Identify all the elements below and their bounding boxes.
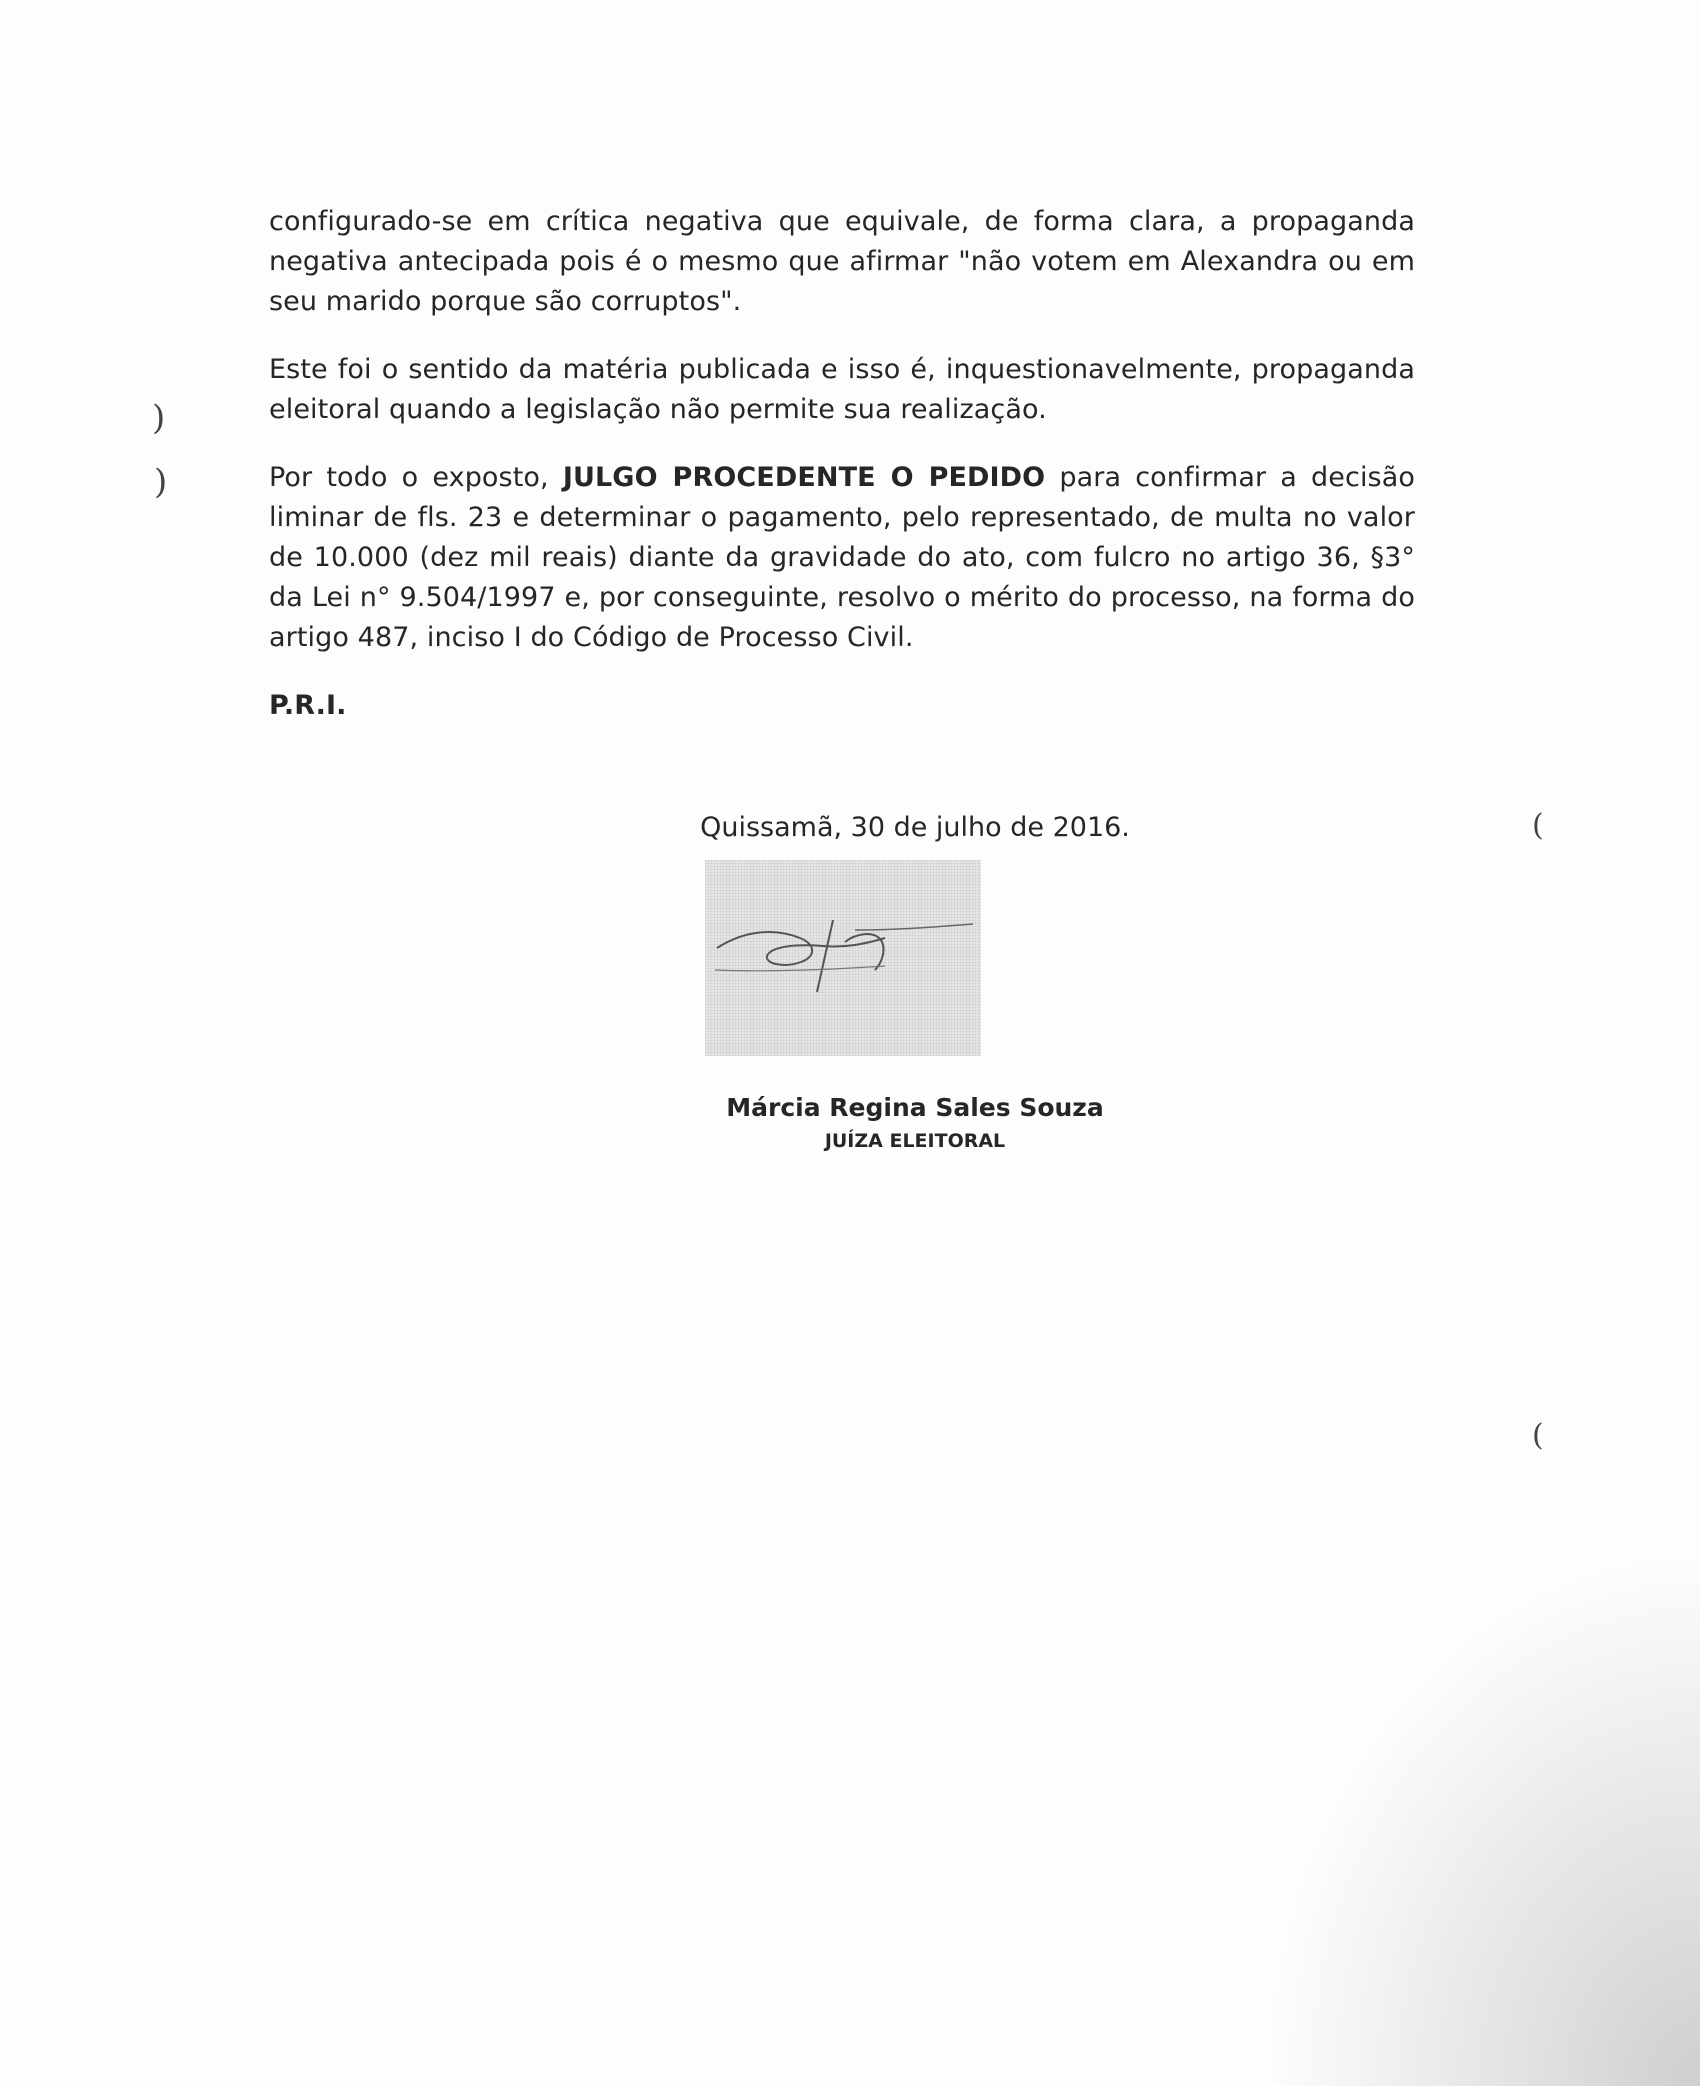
left-margin-mark: ): [154, 462, 168, 502]
right-margin-mark: (: [1532, 808, 1544, 843]
ruling-text: JULGO PROCEDENTE O PEDIDO: [562, 462, 1046, 493]
document-body: [269, 202, 1415, 754]
place-date: Quissamã, 30 de julho de 2016.: [700, 812, 1130, 843]
signature-scribble: [705, 860, 981, 1056]
left-margin-mark: ): [152, 398, 166, 438]
right-margin-mark: (: [1532, 1418, 1544, 1453]
paragraph-3-after: para confirmar a decisão liminar de fls. 23 e determinar o pagamento, pelo representado, de multa no valor de 10.000 (dez mil reais) diante da gravidade do ato, com fulcro no artigo 36, §3° da Lei n° 9.504/1997 e, por conseguinte, resolvo o mérito do processo, na forma do artigo 487, inciso I do Código de Processo Civil.: [269, 462, 1415, 653]
paragraph-1: configurado-se em crítica negativa que equivale, de forma clara, a propaganda negativa antecipada pois é o mesmo que afirmar "não votem em Alexandra ou em seu marido porque são corruptos".: [269, 206, 1415, 317]
paragraph-2: Este foi o sentido da matéria publicada e isso é, inquestionavelmente, propaganda eleitoral quando a legislação não permite sua realização.: [269, 354, 1415, 425]
paragraph-3-before: Por todo o exposto,: [269, 462, 563, 493]
paragraph-3: [269, 458, 1415, 658]
signature-image: [705, 860, 981, 1056]
closing-pri: P.R.I.: [269, 690, 347, 721]
signer-name: Márcia Regina Sales Souza: [726, 1093, 1104, 1122]
signer-role: JUÍZA ELEITORAL: [824, 1130, 1006, 1152]
